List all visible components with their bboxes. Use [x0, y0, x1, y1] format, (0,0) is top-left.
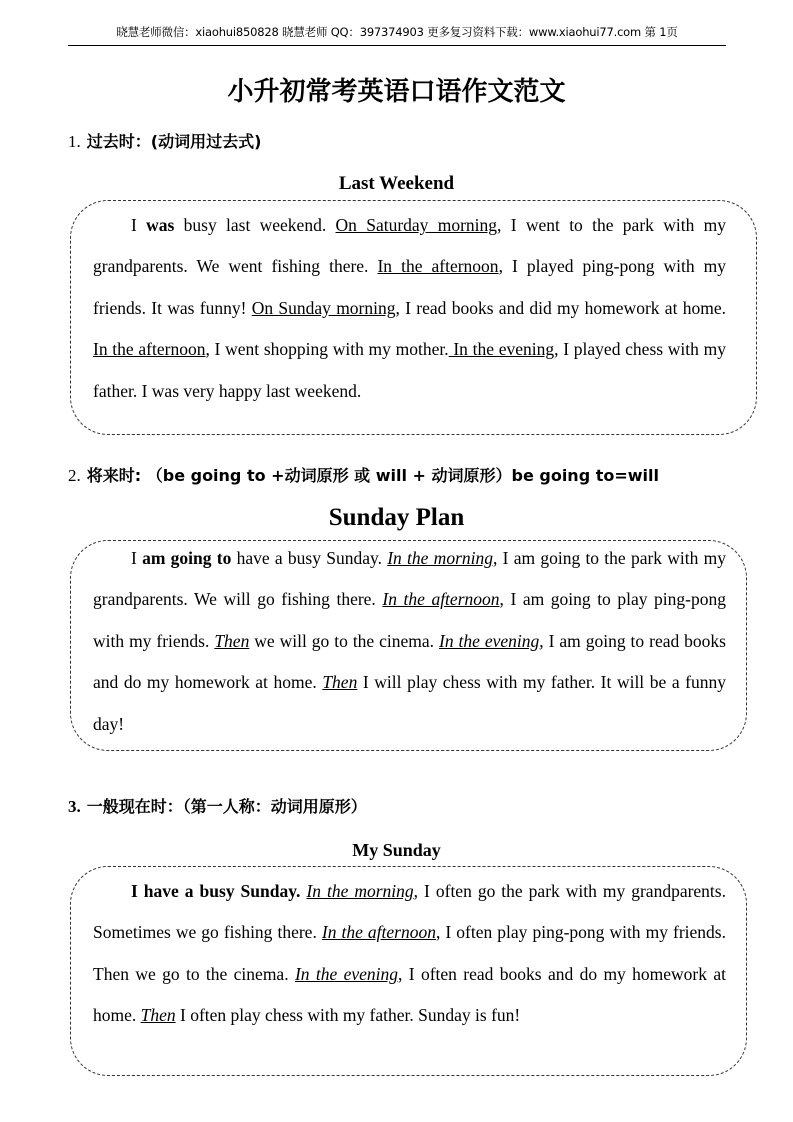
text-run: I — [131, 548, 143, 568]
emphasis-phrase: I have a busy Sunday. — [131, 881, 301, 901]
text-run: busy last weekend. — [174, 215, 336, 235]
emphasis-phrase: In the afternoon — [93, 339, 206, 360]
text-run: , I often go the park with my grandparents. Sometimes we go fishing there. — [93, 881, 726, 943]
text-run: , I am going to play ping-pong with my friends. — [93, 589, 726, 651]
section-1-essay-title: Last Weekend — [338, 173, 455, 194]
text-run: I will play chess with my father. It will be a funny day! — [93, 672, 726, 734]
emphasis-phrase: In the afternoon — [377, 256, 499, 277]
section-2-heading-rest: （be going to +动词原形 或 will + 动词原形）be going to=will — [146, 466, 659, 485]
text-run: , I played chess with my father. I was very happy last weekend. — [93, 339, 726, 401]
text-run: , I played ping-pong with my friends. It was funny! — [93, 256, 726, 318]
document-title: 小升初常考英语口语作文范文 — [227, 77, 566, 107]
text-run: , I went shopping with my mother. — [205, 339, 449, 360]
section-3-essay-text — [93, 871, 726, 1037]
emphasis-phrase: In the morning — [387, 548, 493, 568]
section-3-heading-rest: （第一人称：动词用原形） — [182, 797, 367, 816]
emphasis-phrase: On Sunday morning — [251, 297, 396, 318]
text-run: , I read books and did my homework at home. — [395, 297, 726, 318]
section-1-heading-zh: 过去时： — [86, 132, 151, 151]
emphasis-phrase: Then — [140, 1005, 176, 1026]
emphasis-phrase: Then — [322, 672, 358, 693]
emphasis-phrase: In the afternoon — [382, 589, 500, 610]
section-1-essay-text — [93, 205, 726, 412]
emphasis-phrase: In the evening — [439, 630, 540, 651]
emphasis-phrase: am going to — [142, 548, 232, 568]
text-run: , I am going to read books and do my homework at home. — [93, 630, 726, 693]
emphasis-phrase: Then — [214, 630, 250, 651]
text-run: , I often read books and do my homework at home. — [93, 963, 727, 1026]
section-2-heading-zh: 将来时: — [86, 466, 147, 485]
section-3-heading — [68, 795, 367, 819]
section-2-essay-title: Sunday Plan — [328, 504, 465, 531]
section-2-heading — [68, 464, 659, 488]
text-run: , I am going to the park with my grandparents. We will go fishing there. — [93, 548, 727, 610]
section-1-heading — [68, 130, 261, 154]
emphasis-phrase: In the afternoon — [321, 922, 436, 943]
text-run: have a busy Sunday. — [231, 548, 388, 568]
emphasis-phrase: In the evening — [294, 963, 399, 984]
section-3-number: 3. — [68, 797, 81, 816]
header-text: 晓慧老师微信：xiaohui850828 晓慧老师 QQ：397374903 更多复习资料下载：www.xiaohui77.com 第 1页 — [116, 25, 678, 39]
text-run: I went to the park with my grandparents. We went fishing there. — [93, 215, 726, 277]
emphasis-phrase: In the morning — [306, 881, 414, 901]
text-run: I — [131, 215, 147, 235]
text-run: I often play chess with my father. Sunday is fun! — [175, 1005, 521, 1026]
emphasis-phrase: was — [146, 215, 175, 235]
emphasis-phrase: On Saturday morning, — [335, 215, 502, 235]
section-3-essay-title: My Sunday — [352, 840, 441, 860]
section-1-number: 1. — [68, 132, 81, 151]
section-2-essay-text — [93, 538, 726, 745]
page-header — [68, 22, 726, 46]
text-run: , I often play ping-pong with my friends. Then we go to the cinema. — [93, 922, 726, 984]
section-2-number: 2. — [68, 466, 81, 485]
text-run: we will go to the cinema. — [249, 630, 440, 651]
section-1-heading-rest: (动词用过去式) — [150, 132, 262, 151]
section-3-heading-zh: 一般现在时： — [86, 797, 183, 816]
emphasis-phrase: In the evening — [448, 339, 555, 360]
